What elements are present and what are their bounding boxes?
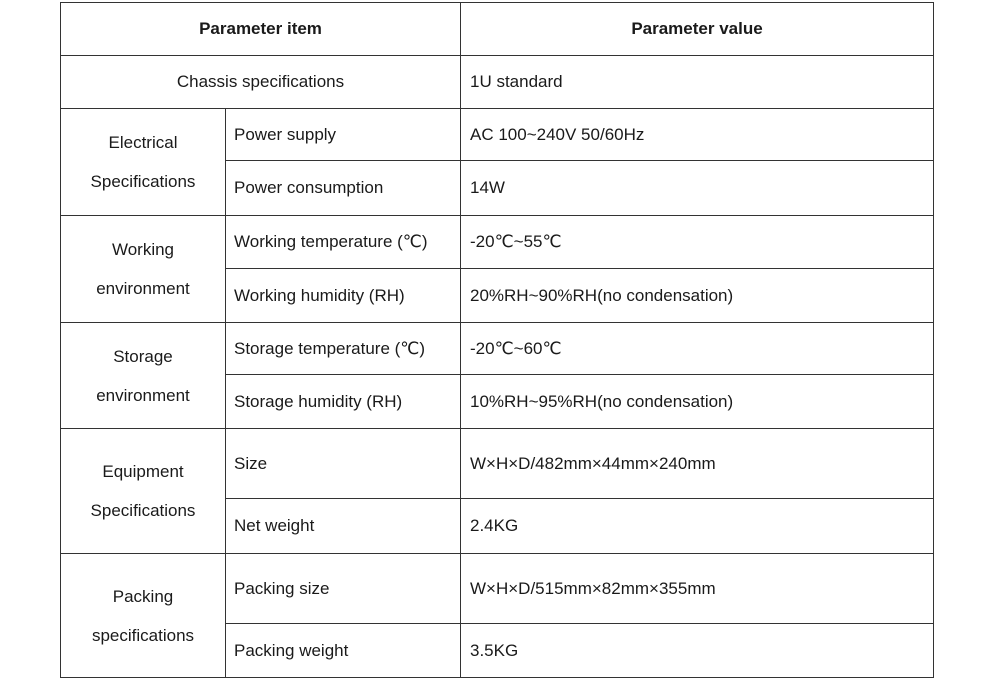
header-parameter-item: Parameter item (61, 3, 461, 56)
group-label-packing (61, 554, 226, 678)
param-item: Power consumption (226, 161, 461, 216)
param-item: Storage humidity (RH) (226, 375, 461, 429)
group-label-equipment (61, 429, 226, 554)
header-row (61, 3, 934, 56)
table-row (61, 323, 934, 375)
spec-table (60, 2, 934, 678)
group-label-line: specifications (91, 625, 195, 645)
table-row (61, 109, 934, 161)
param-value: W×H×D/482mm×44mm×240mm (461, 429, 934, 499)
param-item: Packing weight (226, 624, 461, 678)
param-value: 20%RH~90%RH(no condensation) (461, 269, 934, 323)
table-row (61, 216, 934, 269)
group-label-line: Working (111, 240, 175, 259)
table-row (61, 429, 934, 499)
group-label-line: Specifications (90, 501, 196, 520)
param-value: 10%RH~95%RH(no condensation) (461, 375, 934, 429)
param-item: Packing size (226, 554, 461, 624)
group-label-line: environment (96, 279, 190, 298)
group-label-line: Storage (113, 346, 173, 366)
group-label-line: Packing (112, 586, 174, 606)
param-value: 14W (461, 161, 934, 216)
param-item: Power supply (226, 109, 461, 161)
param-item: Net weight (226, 499, 461, 554)
param-item: Storage temperature (℃) (226, 323, 461, 375)
param-value: -20℃~55℃ (461, 216, 934, 269)
param-value: W×H×D/515mm×82mm×355mm (461, 554, 934, 624)
param-value: AC 100~240V 50/60Hz (461, 109, 934, 161)
param-value: 2.4KG (461, 499, 934, 554)
chassis-value: 1U standard (461, 56, 934, 109)
group-label-storage (61, 323, 226, 429)
group-label-working (61, 216, 226, 323)
header-parameter-value: Parameter value (461, 3, 934, 56)
chassis-label: Chassis specifications (61, 56, 461, 109)
group-label-line: Electrical (108, 133, 178, 152)
group-label-line: Specifications (90, 172, 196, 191)
table-row (61, 56, 934, 109)
param-item: Working humidity (RH) (226, 269, 461, 323)
param-item: Working temperature (℃) (226, 216, 461, 269)
table-row (61, 554, 934, 624)
group-label-electrical (61, 109, 226, 216)
param-value: 3.5KG (461, 624, 934, 678)
group-label-line: environment (96, 385, 190, 405)
group-label-line: Equipment (102, 462, 184, 481)
param-item: Size (226, 429, 461, 499)
param-value: -20℃~60℃ (461, 323, 934, 375)
